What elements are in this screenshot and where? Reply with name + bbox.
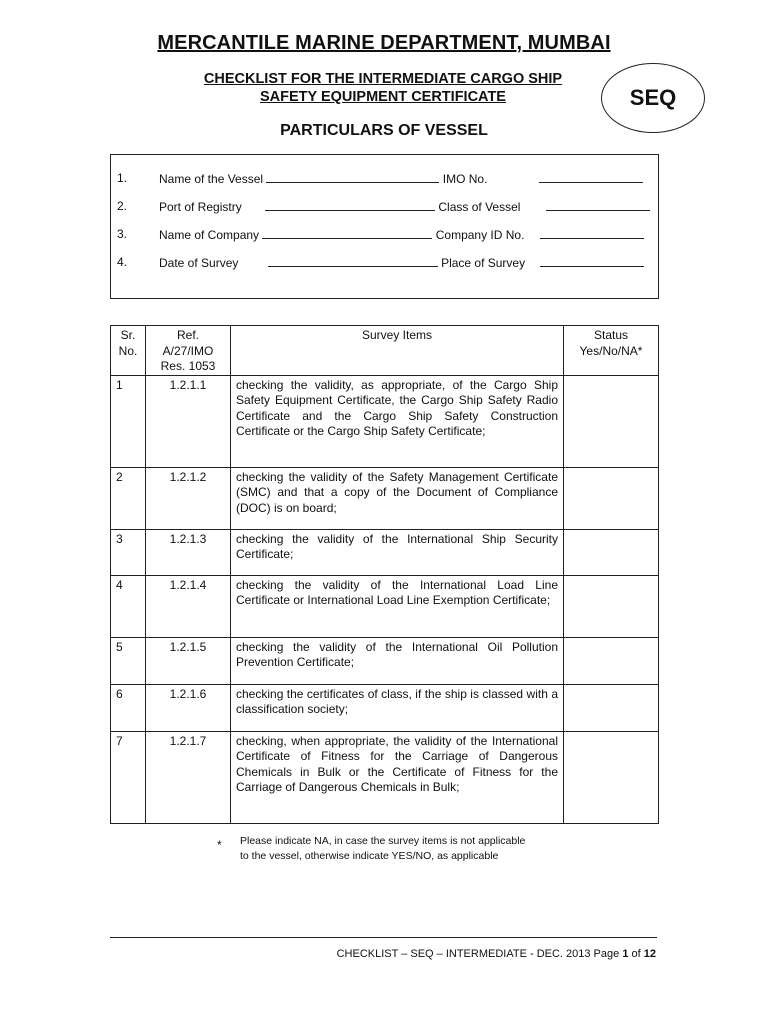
- table-row: [111, 637, 659, 684]
- survey-item-cell: checking the validity, as appropriate, of the Cargo Ship Safety Equipment Certificate, the Cargo Ship Safety Radio Certificate and the Cargo Ship Safety Construction Certificate or the Cargo Ship Safety Certificate;: [231, 375, 564, 467]
- status-cell[interactable]: [564, 731, 659, 823]
- footer-page-total: 12: [643, 948, 656, 960]
- checklist-subtitle: [170, 70, 596, 106]
- port-registry-row: [159, 199, 650, 214]
- sr-cell: 5: [111, 637, 146, 684]
- company-id-label: Company ID No.: [435, 228, 525, 242]
- ref-cell: 1.2.1.7: [146, 731, 231, 823]
- class-vessel-label: Class of Vessel: [438, 200, 521, 214]
- table-row: [111, 684, 659, 731]
- ref-cell: 1.2.1.2: [146, 467, 231, 529]
- table-row: [111, 375, 659, 467]
- sr-cell: 3: [111, 529, 146, 575]
- section-title: PARTICULARS OF VESSEL: [280, 122, 488, 139]
- vessel-name-field[interactable]: [266, 171, 439, 183]
- survey-date-field[interactable]: [268, 255, 438, 267]
- survey-place-field[interactable]: [540, 255, 644, 267]
- vessel-name-row: [159, 171, 643, 186]
- survey-date-label: Date of Survey: [159, 256, 239, 270]
- status-cell[interactable]: [564, 637, 659, 684]
- survey-item-cell: checking, when appropriate, the validity of the International Certificate of Fitness for the Carriage of Dangerous Chemicals in Bulk or the Certificate of Fitness for the Carriage of Dangerous Chemicals in Bulk;: [231, 731, 564, 823]
- ref-cell: 1.2.1.3: [146, 529, 231, 575]
- ref-cell: 1.2.1.4: [146, 575, 231, 637]
- status-cell[interactable]: [564, 684, 659, 731]
- footer-of: of: [631, 948, 641, 960]
- footer-page-number: 1: [622, 948, 629, 960]
- vessel-row-number: 3.: [117, 227, 128, 241]
- table-row: [111, 529, 659, 575]
- vessel-name-label: Name of the Vessel: [159, 172, 264, 186]
- company-name-label: Name of Company: [159, 228, 260, 242]
- survey-item-cell: checking the validity of the International Oil Pollution Prevention Certificate;: [231, 637, 564, 684]
- status-cell[interactable]: [564, 375, 659, 467]
- subtitle-line-2: SAFETY EQUIPMENT CERTIFICATE: [260, 89, 506, 105]
- header-ref: Ref. A/27/IMO Res. 1053: [146, 326, 231, 376]
- footnote-line-1: Please indicate NA, in case the survey items is not applicable: [240, 835, 526, 847]
- status-cell[interactable]: [564, 529, 659, 575]
- company-id-field[interactable]: [540, 227, 644, 239]
- survey-item-cell: checking the validity of the Safety Management Certificate (SMC) and that a copy of the Document of Compliance (DOC) is on board;: [231, 467, 564, 529]
- vessel-row-number: 4.: [117, 255, 128, 269]
- port-registry-label: Port of Registry: [159, 200, 242, 214]
- survey-item-cell: checking the validity of the International Ship Security Certificate;: [231, 529, 564, 575]
- ref-cell: 1.2.1.5: [146, 637, 231, 684]
- ref-cell: 1.2.1.1: [146, 375, 231, 467]
- vessel-row-number: 1.: [117, 171, 128, 185]
- survey-place-label: Place of Survey: [441, 256, 526, 270]
- footnote: [217, 834, 525, 864]
- imo-label: IMO No.: [442, 172, 488, 186]
- table-row: [111, 731, 659, 823]
- footnote-asterisk: *: [217, 838, 222, 852]
- imo-field[interactable]: [539, 171, 643, 183]
- sr-cell: 2: [111, 467, 146, 529]
- vessel-row-number: 2.: [117, 199, 128, 213]
- class-vessel-field[interactable]: [546, 199, 650, 211]
- sr-cell: 4: [111, 575, 146, 637]
- sr-cell: 1: [111, 375, 146, 467]
- sr-cell: 7: [111, 731, 146, 823]
- table-header-row: [111, 326, 659, 376]
- sr-cell: 6: [111, 684, 146, 731]
- survey-item-cell: checking the certificates of class, if the ship is classed with a classification society;: [231, 684, 564, 731]
- survey-items-table: [110, 325, 659, 824]
- footer-divider: [110, 937, 657, 938]
- company-name-field[interactable]: [262, 227, 432, 239]
- page-footer: [337, 948, 656, 960]
- document-title: MERCANTILE MARINE DEPARTMENT, MUMBAI: [157, 32, 611, 54]
- status-cell[interactable]: [564, 467, 659, 529]
- table-row: [111, 575, 659, 637]
- header-sr-no: Sr. No.: [111, 326, 146, 376]
- table-row: [111, 467, 659, 529]
- header-survey-items: Survey Items: [231, 326, 564, 376]
- vessel-particulars-box: [110, 154, 659, 299]
- port-registry-field[interactable]: [265, 199, 435, 211]
- footer-text: CHECKLIST – SEQ – INTERMEDIATE - DEC. 2013 Page: [336, 948, 620, 960]
- header-status: Status Yes/No/NA*: [564, 326, 659, 376]
- survey-date-row: [159, 255, 644, 270]
- subtitle-line-1: CHECKLIST FOR THE INTERMEDIATE CARGO SHIP: [203, 71, 563, 87]
- ref-cell: 1.2.1.6: [146, 684, 231, 731]
- status-cell[interactable]: [564, 575, 659, 637]
- seq-badge-text: SEQ: [629, 85, 677, 110]
- survey-item-cell: checking the validity of the International Load Line Certificate or International Load Line Exemption Certificate;: [231, 575, 564, 637]
- footnote-line-2: to the vessel, otherwise indicate YES/NO, as applicable: [240, 850, 499, 862]
- company-name-row: [159, 227, 644, 242]
